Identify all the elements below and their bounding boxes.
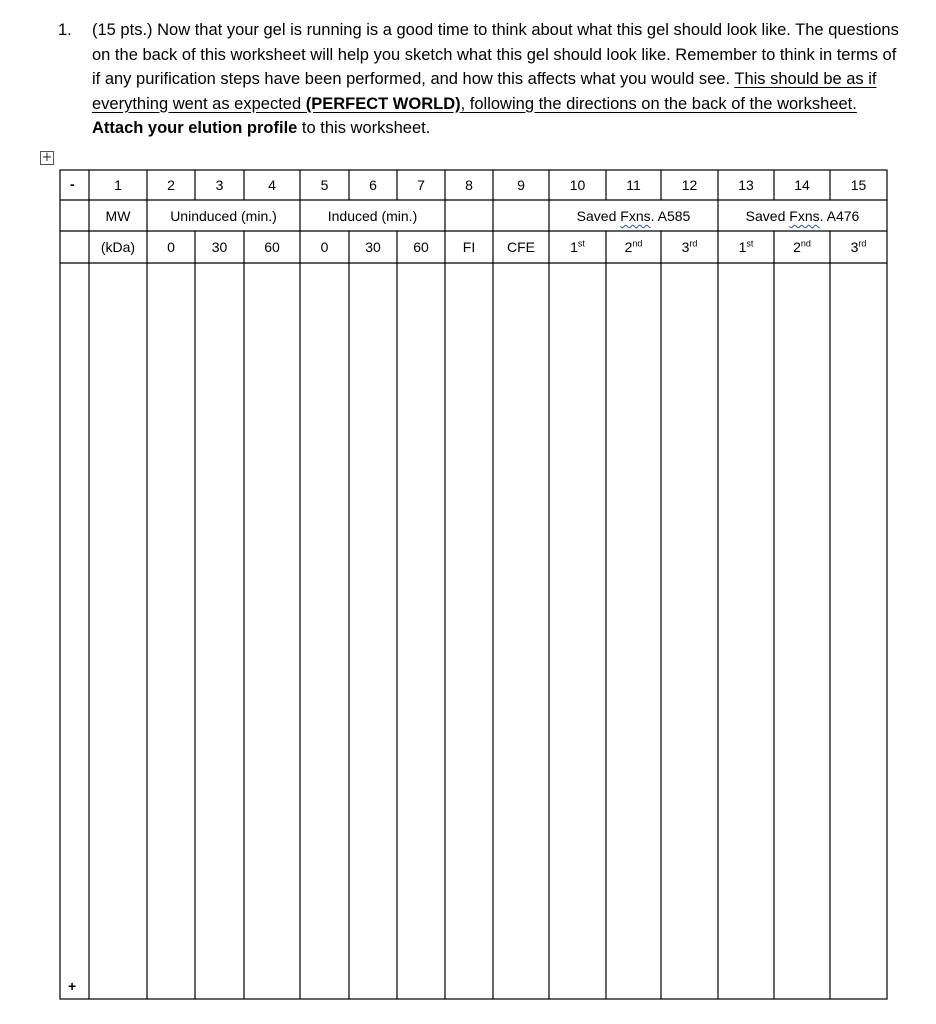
a476-fraction-2nd: 2nd — [793, 238, 811, 255]
minus-electrode-sign: - — [70, 176, 75, 192]
lane-number: 13 — [738, 177, 754, 193]
lane-number: 15 — [850, 177, 867, 193]
lane-number: 11 — [626, 177, 641, 193]
a585-fraction-1st: 1st — [570, 238, 585, 255]
lane-number: 1 — [114, 177, 122, 193]
a476-fraction-3rd: 3rd — [850, 238, 867, 255]
perfect-world-instruction: This should be as if everything went as expected (PERFECT WORLD), following the directions on the back of the worksheet. — [92, 70, 877, 113]
question-sentence: Now that your gel is running is a good time to think about what this gel should look like. The questions on the back of this worksheet will help you sketch what this gel should look like. Remember to think in terms of if any purification steps have been performed, and how this affects what you would see. — [92, 21, 899, 88]
table-move-handle-icon[interactable]: + — [41, 150, 53, 165]
uninduced-0: 0 — [167, 239, 175, 255]
question-text — [92, 18, 902, 141]
table-border — [60, 170, 887, 999]
fi-header: FI — [462, 239, 476, 255]
uninduced-60: 60 — [264, 239, 280, 255]
mw-header: MW — [105, 208, 131, 224]
uninduced-header: Uninduced (min.) — [170, 208, 277, 224]
lane-number: 10 — [569, 177, 586, 193]
a476-fraction-1st: 1st — [738, 238, 754, 255]
lane-number: 2 — [167, 177, 175, 193]
saved-fractions-a476-header: Saved Fxns. A476 — [745, 208, 860, 224]
lane-number: 7 — [417, 177, 425, 193]
a585-fraction-3rd: 3rd — [681, 238, 698, 255]
kda-unit: (kDa) — [100, 239, 136, 255]
induced-header: Induced (min.) — [327, 208, 418, 224]
lane-number: 8 — [465, 177, 473, 193]
induced-0: 0 — [320, 239, 329, 255]
lane-number: 9 — [517, 177, 525, 193]
cfe-header: CFE — [507, 239, 535, 255]
saved-fractions-a585-header: Saved Fxns. A585 — [576, 208, 691, 224]
lane-number: 6 — [369, 177, 377, 193]
question-number: 1. — [58, 21, 72, 39]
lane-number: 4 — [268, 177, 276, 193]
lane-number: 14 — [794, 177, 810, 193]
a585-fraction-2nd: 2nd — [624, 238, 643, 255]
lane-number: 3 — [215, 177, 224, 193]
question-tail: to this worksheet. — [297, 119, 431, 137]
plus-electrode-sign: + — [68, 978, 77, 994]
lane-number: 5 — [320, 177, 329, 193]
uninduced-30: 30 — [211, 239, 228, 255]
induced-30: 30 — [365, 239, 381, 255]
induced-60: 60 — [413, 239, 429, 255]
attach-elution-profile: Attach your elution profile — [92, 119, 298, 137]
question-points: (15 pts.) — [92, 21, 153, 39]
lane-number: 12 — [681, 177, 698, 193]
